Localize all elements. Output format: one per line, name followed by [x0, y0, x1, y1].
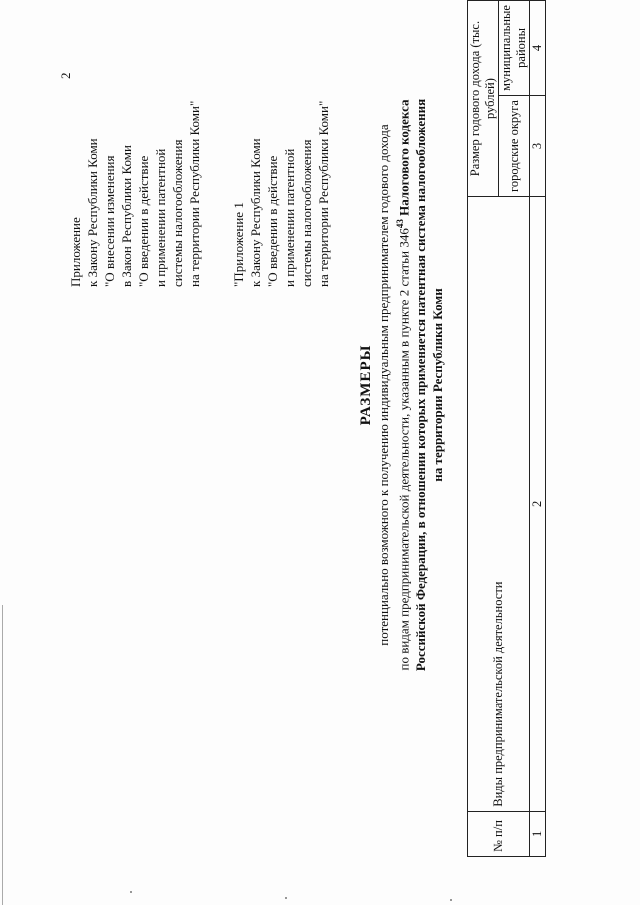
column-number: 1 — [530, 811, 546, 856]
column-number: 4 — [530, 1, 546, 96]
appendix-line: Приложение — [68, 217, 83, 287]
appendix-line: "О введении в действие — [136, 155, 151, 287]
header-municipal-districts: муниципальные районы — [499, 1, 530, 96]
title-text: Налогового кодекса — [396, 99, 412, 220]
appendix-line: системы налогообложения — [170, 139, 185, 287]
appendix-line: и применении патентной — [153, 148, 168, 287]
appendix-line: и применении патентной — [282, 148, 297, 287]
scan-edge-line — [2, 605, 3, 905]
header-number: № п/п — [468, 811, 530, 856]
scan-speck — [130, 891, 132, 893]
article-superscript: 43 — [395, 219, 405, 229]
title-line: Российской Федерации, в отношении которых применяется патентная система налогообложения — [413, 98, 429, 672]
appendix-line: в Закон Республики Коми — [119, 145, 134, 287]
scan-speck — [285, 897, 287, 899]
title-heading: РАЗМЕРЫ — [358, 344, 374, 426]
appendix-1-note — [230, 101, 332, 287]
appendix-line: "О введении в действие — [265, 155, 280, 287]
appendix-line: системы налогообложения — [299, 139, 314, 287]
appendix-note — [67, 101, 203, 287]
title-line — [392, 35, 412, 735]
header-income-size: Размер годового дохода (тыс. рублей) — [468, 1, 499, 197]
appendix-line: "Приложение 1 — [231, 202, 246, 287]
appendix-line: к Закону Республики Коми — [85, 138, 100, 287]
title-text: по видам предпринимательской деятельности, указанным в пункте 2 статьи 346 — [396, 228, 412, 671]
header-activity: Виды предпринимательской деятельности — [468, 197, 530, 812]
appendix-line: к Закону Республики Коми — [248, 138, 263, 287]
document-title — [358, 35, 446, 735]
title-line: потенциально возможного к получению индивидуальным предпринимателем годового дохода — [376, 124, 391, 646]
column-number: 3 — [530, 95, 546, 196]
column-number-row — [530, 1, 546, 857]
appendix-line: "О внесении изменения — [102, 155, 117, 287]
column-number: 2 — [530, 197, 546, 812]
page-number: 2 — [58, 72, 73, 79]
title-line: на территории Республики Коми — [430, 288, 446, 482]
header-urban-districts: городские округа — [499, 95, 530, 196]
scan-speck — [450, 899, 452, 901]
income-table — [467, 0, 546, 857]
appendix-line: на территории Республики Коми" — [316, 100, 331, 287]
appendix-line: на территории Республики Коми" — [187, 100, 202, 287]
table-header-row — [468, 1, 499, 857]
